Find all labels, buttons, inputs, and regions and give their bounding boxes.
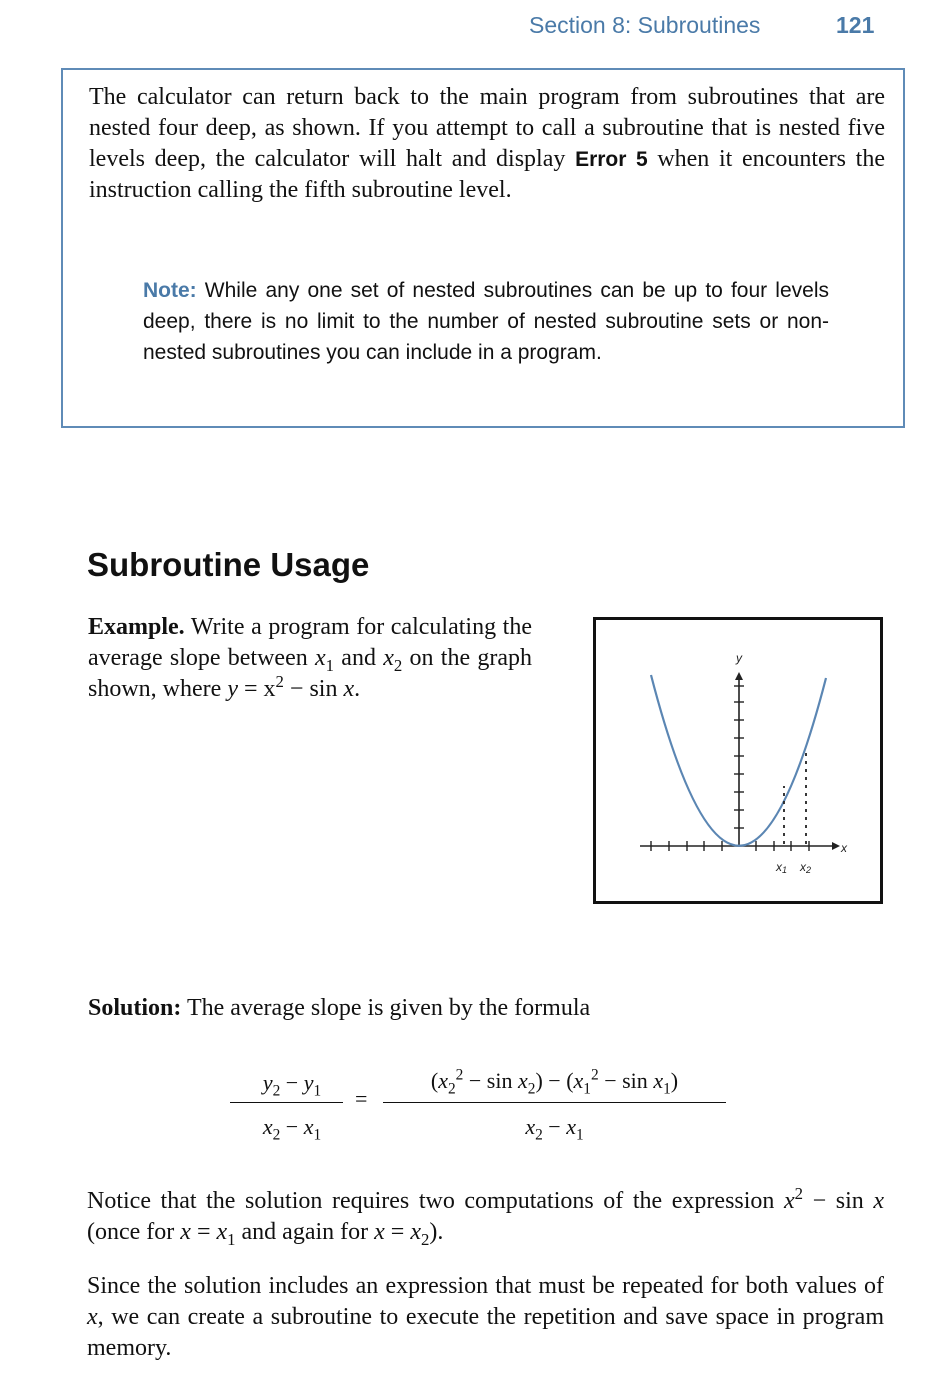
example-label: Example.	[88, 614, 185, 640]
equals-sign: =	[355, 1086, 368, 1111]
solution-line: Solution: The average slope is given by the formula	[88, 995, 591, 1021]
formula-denominator-left: $x_2 - x_1$	[262, 1114, 322, 1144]
note-text: While any one set of nested subroutines can be up to four levels deep, there is no limit to the number of nested subroutine sets or non-nested subroutines you can include in a program.	[143, 279, 829, 364]
parabola-graph	[596, 620, 880, 901]
notice-paragraph: Notice that the solution requires two computations of the expression $x^2 - \sin x$ (once for $x = x_1$ and again for $x = x_2$).	[87, 1184, 885, 1249]
formula-numerator-right: $(x_2^2 - \sin x_2) - (x_1^2 - \sin x_1)$	[430, 1066, 679, 1098]
fraction-bar-right	[383, 1102, 726, 1103]
graph-figure	[593, 617, 883, 904]
x-axis-arrow	[832, 842, 840, 850]
note-label: Note:	[143, 279, 197, 302]
formula-numerator-left: $y_2 - y_1$	[262, 1070, 322, 1100]
info-box	[61, 68, 905, 428]
x1-label: x1	[776, 860, 788, 875]
formula-denominator-right: $x_2 - x_1$	[525, 1114, 584, 1144]
x2-label: x2	[800, 860, 812, 875]
slope-formula	[228, 1064, 738, 1154]
solution-label: Solution:	[88, 995, 182, 1021]
error-code: Error 5	[575, 148, 648, 171]
running-head: Section 8: Subroutines	[529, 12, 761, 38]
page-number: 121	[836, 12, 875, 38]
fraction-bar-left	[230, 1102, 343, 1103]
note	[143, 275, 829, 368]
x-axis-label: x	[841, 841, 847, 855]
since-paragraph: Since the solution includes an expression that must be repeated for both values of x, we can create a subroutine to execute the repetition and save space in program memory.	[87, 1273, 884, 1361]
example-paragraph: Example. Write a program for calculating the average slope between $x_1$ and $x_2$ on the graph shown, where $y = x^2 - \sin x$.	[88, 614, 533, 702]
info-paragraph: The calculator can return back to the main program from subroutines that are nested four deep, as shown. If you attempt to call a subroutine that is nested five levels deep, the calculator will halt and display Error 5 when it encounters the instruction calling the fifth subroutine level.	[89, 84, 885, 203]
y-axis-arrow	[735, 672, 743, 680]
section-heading: Subroutine Usage	[87, 546, 370, 583]
y-axis-label: y	[736, 651, 742, 665]
